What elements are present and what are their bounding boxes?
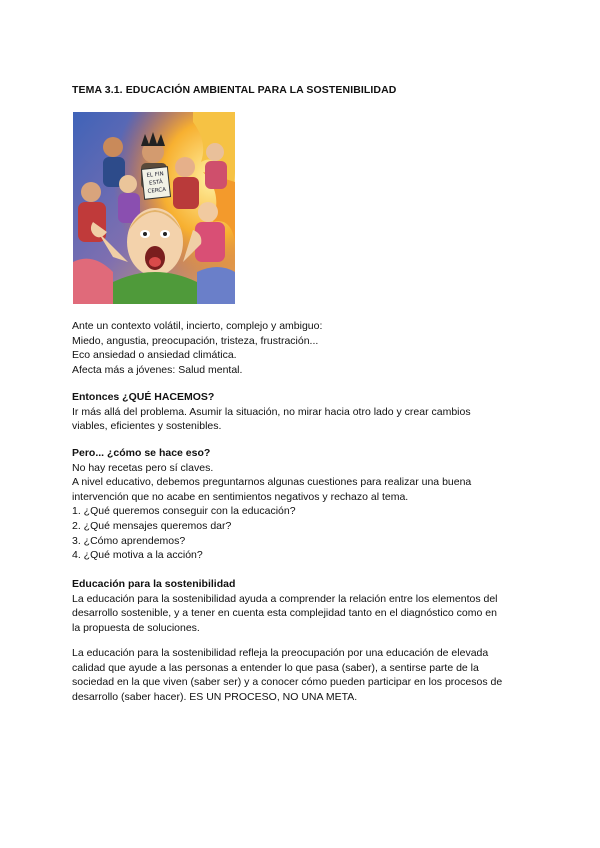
question-item: 2. ¿Qué mensajes queremos dar? xyxy=(72,519,232,532)
closing-paragraph xyxy=(72,646,532,704)
crowd-illustration xyxy=(73,112,235,304)
body-line: intervención que no acabe en sentimientos negativos y rechazo al tema. xyxy=(72,490,409,503)
section-heading: Entonces ¿QUÉ HACEMOS? xyxy=(72,391,215,403)
question-item: 4. ¿Qué motiva a la acción? xyxy=(72,549,203,562)
body-line: desarrollo (saber hacer). ES UN PROCESO, NO UNA META. xyxy=(72,690,358,703)
intro-line: Miedo, angustia, preocupación, tristeza, frustración... xyxy=(72,334,319,347)
intro-line: Ante un contexto volátil, incierto, complejo y ambiguo: xyxy=(72,320,323,332)
body-line: Ir más allá del problema. Asumir la situación, no mirar hacia otro lado y crear cambios xyxy=(72,405,471,418)
section-que-hacemos xyxy=(72,390,532,434)
body-line: sociedad en la que viven (saber ser) y a conocer cómo pueden participar en los procesos de xyxy=(72,676,503,689)
body-line: La educación para la sostenibilidad ayuda a comprender la relación entre los elementos del xyxy=(72,592,498,605)
body-line: No hay recetas pero sí claves. xyxy=(72,461,214,474)
body-line: la propuesta de soluciones. xyxy=(72,621,200,634)
intro-paragraph xyxy=(72,319,532,377)
body-line: A nivel educativo, debemos preguntarnos algunas cuestiones para realizar una buena xyxy=(72,476,472,489)
body-line: desarrollo sostenible, y a tener en cuenta esta complejidad tanto en el diagnóstico como en xyxy=(72,607,497,620)
sign-text-line-1: EL FIN xyxy=(146,171,165,179)
body-line: La educación para la sostenibilidad refleja la preocupación por una educación de elevada xyxy=(72,647,489,659)
intro-line: Afecta más a jóvenes: Salud mental. xyxy=(72,363,243,376)
body-line: calidad que ayude a las personas a entender lo que pasa (saber), a sentirse parte de la xyxy=(72,661,479,674)
section-heading: Pero... ¿cómo se hace eso? xyxy=(72,447,211,459)
body-line: viables, eficientes y sostenibles. xyxy=(72,420,222,433)
page-title: TEMA 3.1. EDUCACIÓN AMBIENTAL PARA LA SOSTENIBILIDAD xyxy=(72,84,397,96)
section-como-se-hace xyxy=(72,446,532,563)
question-item: 3. ¿Cómo aprendemos? xyxy=(72,534,186,547)
intro-line: Eco ansiedad o ansiedad climática. xyxy=(72,349,237,362)
sign-text-line-3: CERCA xyxy=(147,187,167,195)
sign-text-line-2: ESTÁ xyxy=(148,179,164,187)
section-heading: Educación para la sostenibilidad xyxy=(72,578,236,590)
section-educacion-sostenibilidad xyxy=(72,577,532,635)
question-item: 1. ¿Qué queremos conseguir con la educación? xyxy=(72,505,296,518)
